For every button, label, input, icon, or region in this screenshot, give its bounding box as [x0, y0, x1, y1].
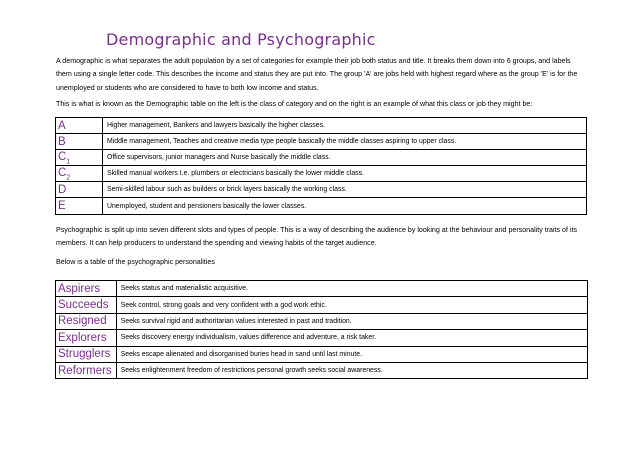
table-row [56, 362, 588, 378]
class-code: B [56, 134, 103, 150]
class-description: Office supervisors, junior managers and Nurse basically the middle class. [103, 150, 587, 166]
personality-type: Succeeds [56, 297, 117, 313]
class-description: Higher management, Bankers and lawyers basically the higher classes. [103, 118, 587, 134]
personality-type: Strugglers [56, 346, 117, 362]
personality-description: Seeks discovery energy individualism, values difference and adventure, a risk taker. [116, 330, 587, 346]
table-row [56, 118, 587, 134]
table-row [56, 134, 587, 150]
table-row [56, 297, 588, 313]
personality-description: Seeks enlightenment freedom of restrictions personal growth seeks social awareness. [116, 362, 587, 378]
class-code-subscript: 2 [66, 173, 71, 181]
page-title: Demographic and Psychographic [106, 30, 376, 49]
personality-type: Explorers [56, 330, 117, 346]
personality-type: Aspirers [56, 281, 117, 297]
personality-type: Reformers [56, 362, 117, 378]
demographic-intro-paragraph: A demographic is what separates the adult population by a set of categories for example their job both status and title. It breaks them down into 6 groups, and labels them using a single letter code. This describes the income and status they are put into. The group 'A' are jobs held with highest regard where as the group 'E' is for the unemployed or students who are considered to have to both low income and status. [56, 57, 578, 92]
personality-description: Seeks escape alienated and disorganised buries head in sand until last minute. [116, 346, 587, 362]
psychographic-intro-paragraph: Psychographic is split up into seven different slots and types of people. This is a way of describing the audience by looking at the behaviour and personality traits of its members. It can help producers to understand the spending and viewing habits of the target audience. [56, 226, 578, 248]
psychographic-table [55, 280, 588, 379]
table-row [56, 166, 587, 182]
class-code-subscript: 1 [66, 157, 71, 165]
class-code: D [56, 182, 103, 198]
psychographic-table-intro: Below is a table of the psychographic personalities [56, 258, 215, 266]
personality-type: Resigned [56, 313, 117, 329]
class-code: $C_1$ [56, 150, 103, 166]
personality-description: Seeks status and materialistic acquisitive. [116, 281, 587, 297]
class-description: Skilled manual workers I.e. plumbers or electricians basically the lower middle class. [103, 166, 587, 182]
class-code: A [56, 118, 103, 134]
class-description: Unemployed, student and pensioners basically the lower classes. [103, 198, 587, 214]
table-row [56, 330, 588, 346]
class-code: $C_2$ [56, 166, 103, 182]
table-row [56, 346, 588, 362]
class-description: Middle management, Teaches and creative media type people basically the middle classes aspiring to upper class. [103, 134, 587, 150]
class-description: Semi-skilled labour such as builders or brick layers basically the working class. [103, 182, 587, 198]
personality-description: Seek control, strong goals and very confident with a god work ethic. [116, 297, 587, 313]
table-row [56, 281, 588, 297]
table-row [56, 150, 587, 166]
table-row [56, 313, 588, 329]
demographic-table-intro: This is what is known as the Demographic table on the left is the class of category and on the right is an example of what this class or job they might be: [56, 100, 533, 108]
class-code: E [56, 198, 103, 214]
table-row [56, 182, 587, 198]
personality-description: Seeks survival rigid and authoritarian values interested in past and tradition. [116, 313, 587, 329]
table-row [56, 198, 587, 214]
demographic-table [55, 117, 587, 215]
